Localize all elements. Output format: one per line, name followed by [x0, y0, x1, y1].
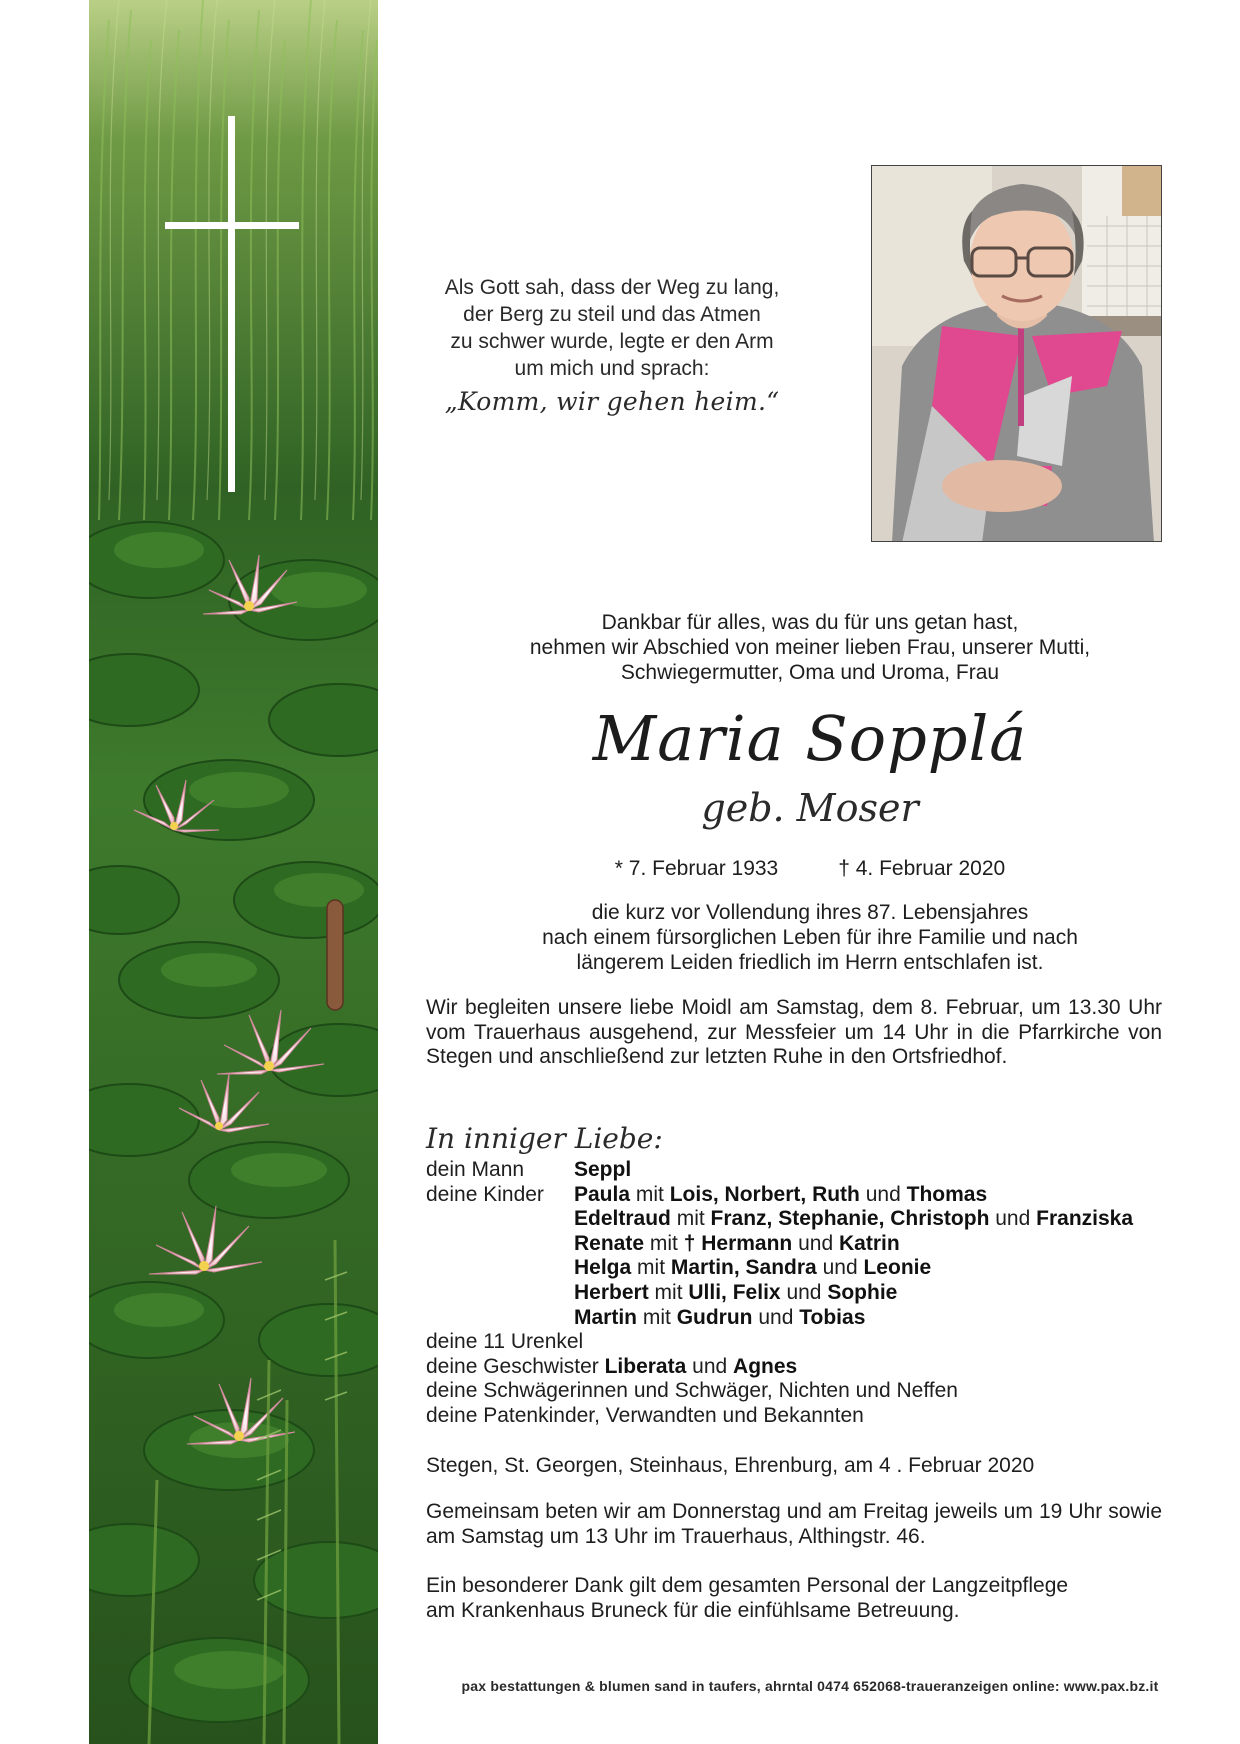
mourners-title: In inniger Liebe: [426, 1122, 663, 1155]
connector-word: mit [637, 1256, 666, 1280]
decorative-flower-strip [89, 0, 378, 1744]
child-last: Sophie [827, 1280, 898, 1304]
list-item [426, 1183, 1186, 1208]
intro-line: Dankbar für alles, was du für uns getan hast, [601, 611, 1019, 634]
passing-line: längerem Leiden friedlich im Herrn entschlafen ist. [576, 951, 1044, 974]
child-partners: Franz, Stephanie, Christoph [710, 1207, 990, 1231]
intro-text [420, 610, 1200, 685]
connector-word: mit [642, 1305, 671, 1329]
sibling-name: Agnes [733, 1354, 798, 1378]
connector-word: mit [649, 1231, 678, 1255]
poem-line: Als Gott sah, dass der Weg zu lang, [444, 276, 780, 299]
child-partners: Ulli, Felix [688, 1280, 781, 1304]
child-last: Leonie [863, 1256, 932, 1280]
connector-word: und [995, 1207, 1031, 1231]
funeral-details: Wir begleiten unsere liebe Moidl am Samstag, dem 8. Februar, um 13.30 Uhr vom Trauerhaus ausgehend, zur Messfeier um 14 Uhr in die Pfarrkirche von Stegen und anschließend zur letzten Ruhe in den Ortsfriedhof. [426, 996, 1162, 1068]
child-name: Herbert [574, 1280, 649, 1304]
relation-label: deine Geschwister [426, 1354, 599, 1378]
portrait-photo [871, 165, 1162, 542]
poem-quote: „Komm, wir gehen heim.“ [444, 387, 780, 416]
child-name: Helga [574, 1256, 632, 1280]
list-item [426, 1281, 1186, 1306]
poem-line: der Berg zu steil und das Atmen [463, 303, 761, 326]
child-name: Edeltraud [574, 1207, 671, 1231]
child-last: Tobias [799, 1305, 866, 1329]
poem [412, 274, 812, 415]
great-grandchildren: deine 11 Urenkel [426, 1330, 584, 1354]
child-name: Paula [574, 1182, 631, 1206]
child-last: Katrin [839, 1231, 900, 1255]
list-item [426, 1256, 1186, 1281]
life-dates [420, 856, 1200, 882]
footer-credit: pax bestattungen & blumen sand in taufers, ahrntal 0474 652068-traueranzeigen online: www.pax.bz.it [461, 1678, 1159, 1694]
intro-line: Schwiegermutter, Oma und Uroma, Frau [620, 661, 1000, 684]
passing-text [420, 900, 1200, 975]
connector-word: mit [654, 1280, 683, 1304]
thanks-line: am Krankenhaus Bruneck für die einfühlsame Betreuung. [426, 1598, 960, 1622]
maiden-name: geb. Moser [701, 786, 919, 830]
thanks-text [426, 1574, 1162, 1623]
connector-word: und [798, 1231, 834, 1255]
relation-label: dein Mann [426, 1158, 525, 1181]
prayer-details: Gemeinsam beten wir am Donnerstag und am Freitag jeweils um 19 Uhr sowie am Samstag um 13 Uhr im Trauerhaus, Althingstr. 46. [426, 1500, 1162, 1548]
godchildren: deine Patenkinder, Verwandten und Bekannten [426, 1403, 864, 1427]
relation-label: deine Kinder [426, 1182, 544, 1206]
mourners-list [426, 1158, 1186, 1429]
passing-line: nach einem fürsorglichen Leben für ihre Familie und nach [542, 926, 1078, 949]
in-laws: deine Schwägerinnen und Schwäger, Nichten und Neffen [426, 1379, 958, 1403]
intro-line: nehmen wir Abschied von meiner lieben Frau, unserer Mutti, [529, 636, 1091, 659]
child-partners: † Hermann [683, 1231, 793, 1255]
mourner-name: Seppl [574, 1158, 632, 1181]
child-partners: Lois, Norbert, Ruth [669, 1182, 860, 1206]
child-name: Martin [574, 1305, 637, 1329]
child-name: Renate [574, 1231, 645, 1255]
deceased-name: Maria Sopplá [592, 702, 1028, 775]
poem-line: zu schwer wurde, legte er den Arm [450, 330, 774, 353]
passing-line: die kurz vor Vollendung ihres 87. Lebensjahres [591, 901, 1029, 924]
sibling-name: Liberata [604, 1354, 687, 1378]
birth-date: * 7. Februar 1933 [614, 857, 779, 880]
siblings [426, 1355, 1186, 1380]
connector-word: und [692, 1354, 728, 1378]
child-last: Franziska [1036, 1207, 1134, 1231]
list-item [426, 1232, 1186, 1257]
connector-word: und [822, 1256, 858, 1280]
connector-word: und [865, 1182, 901, 1206]
death-date: † 4. Februar 2020 [838, 857, 1006, 880]
thanks-line: Ein besonderer Dank gilt dem gesamten Personal der Langzeitpflege [426, 1574, 1069, 1597]
child-last: Thomas [906, 1182, 988, 1206]
connector-word: und [758, 1305, 794, 1329]
list-item [426, 1306, 1186, 1331]
connector-word: mit [676, 1207, 705, 1231]
place-date: Stegen, St. Georgen, Steinhaus, Ehrenburg, am 4 . Februar 2020 [426, 1454, 1035, 1477]
child-partners: Gudrun [676, 1305, 753, 1329]
connector-word: und [786, 1280, 822, 1304]
connector-word: mit [635, 1182, 664, 1206]
list-item [426, 1158, 1186, 1183]
list-item [426, 1207, 1186, 1232]
child-partners: Martin, Sandra [670, 1256, 817, 1280]
poem-line: um mich und sprach: [514, 357, 710, 380]
